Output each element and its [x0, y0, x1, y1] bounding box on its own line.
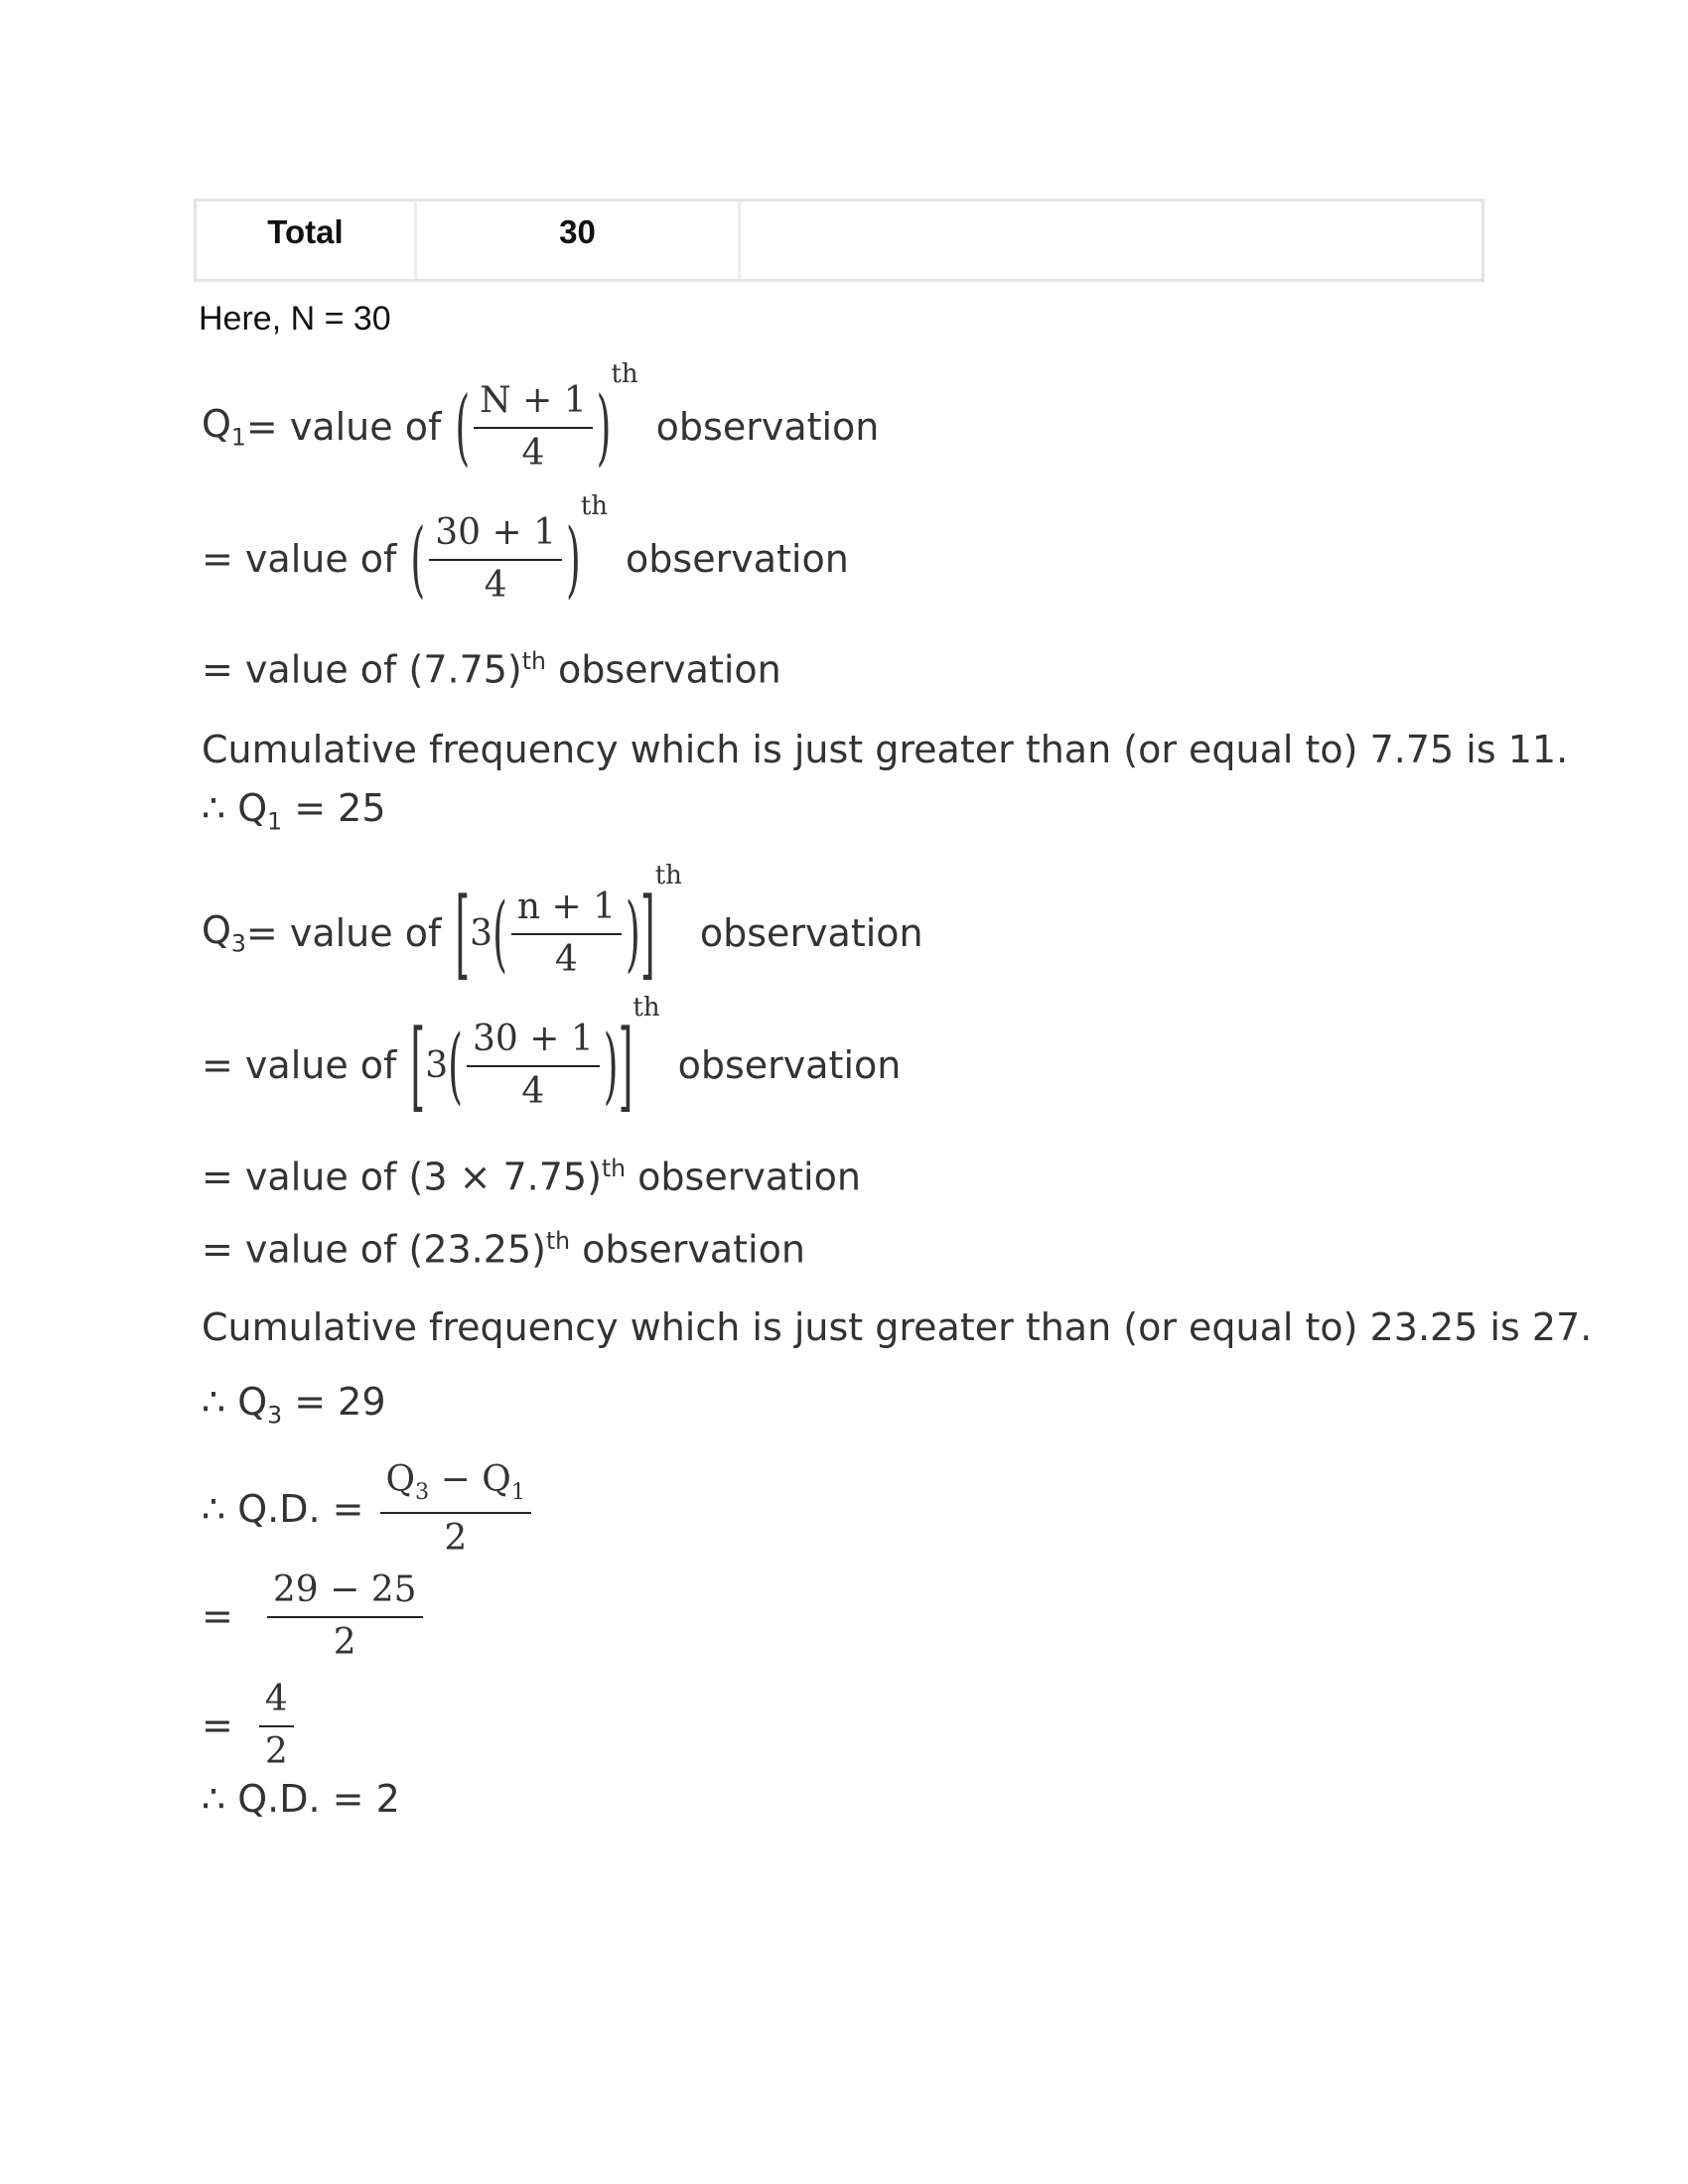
qd-step3-denominator: 2: [264, 1731, 288, 1772]
qd-fraction: [380, 1459, 532, 1558]
q3-step3-observation: observation: [626, 1155, 861, 1199]
q3-symbol: $Q_3$: [202, 908, 246, 958]
q3-observation: observation: [699, 911, 923, 955]
q1-formula: [202, 359, 880, 486]
q3-step4-text: = value of (23.25): [202, 1227, 546, 1272]
q3-numerator: n + 1: [511, 887, 622, 935]
q3-step2-denominator: 4: [521, 1071, 545, 1112]
qd-step3: [202, 1671, 298, 1780]
qd-lhs: ∴ Q.D. =: [202, 1487, 364, 1531]
close-paren: ): [626, 885, 640, 982]
q3-step2-th: th: [633, 993, 660, 1023]
qd-step3-numerator: 4: [259, 1679, 294, 1727]
qd-step3-fraction: [259, 1679, 294, 1772]
qd-step2-fraction: [267, 1570, 423, 1663]
q1-result: ∴ $Q_1 = 25$: [202, 786, 386, 836]
q3-formula: [202, 861, 923, 998]
q3-step4-th: th: [545, 1227, 571, 1255]
qd-step2-numerator: 29 − 25: [267, 1570, 423, 1618]
open-paren: (: [410, 510, 426, 608]
q1-numerator: N + 1: [474, 380, 592, 429]
q3-coefficient: 3: [470, 912, 493, 954]
close-bracket: ]: [618, 1008, 633, 1123]
qd-numerator: $Q_3 - Q_1$: [380, 1459, 532, 1513]
q3-step2: [202, 993, 902, 1130]
cumulative-frequency-note-1: Cumulative frequency which is just greater than (or equal to) 7.75 is 11.: [202, 728, 1569, 771]
q3-value-of: = value of: [245, 911, 442, 955]
total-value-cell: 30: [417, 202, 741, 279]
q1-denominator: 4: [521, 433, 545, 474]
q1-step2-fraction: [429, 512, 562, 606]
q1-step2-numerator: 30 + 1: [429, 512, 562, 561]
q1-step3: [202, 647, 781, 692]
total-row: [194, 199, 1484, 282]
qd-formula: [202, 1449, 535, 1569]
q1-step3-th: th: [521, 647, 546, 675]
q3-step2-numerator: 30 + 1: [467, 1019, 600, 1067]
open-paren: (: [492, 885, 507, 982]
close-paren: ): [603, 1017, 619, 1114]
open-paren: (: [448, 1017, 463, 1114]
empty-cell: [741, 202, 1481, 279]
q1-step3-observation: observation: [545, 647, 781, 692]
q3-fraction: [511, 887, 622, 980]
cumulative-frequency-note-2: Cumulative frequency which is just greater than (or equal to) 23.25 is 27.: [202, 1305, 1593, 1349]
q1-value-of: = value of: [245, 405, 442, 449]
total-label-cell: Total: [197, 202, 417, 279]
q3-result: ∴ $Q_3 = 29$: [202, 1380, 386, 1430]
q3-step2-coefficient: 3: [425, 1044, 449, 1086]
q1-symbol: $Q_1$: [202, 402, 246, 452]
q3-step2-fraction: [467, 1019, 600, 1112]
q3-step4-observation: observation: [570, 1227, 805, 1272]
q1-fraction: [474, 380, 592, 474]
q1-step2-denominator: 4: [484, 565, 507, 606]
close-bracket: ]: [639, 876, 655, 991]
q1-step3-text: = value of (7.75): [202, 647, 522, 692]
qd-step3-eq: =: [202, 1704, 233, 1747]
qd-step2-denominator: 2: [333, 1622, 356, 1663]
qd-result: ∴ Q.D. = 2: [202, 1777, 400, 1821]
qd-step2-eq: =: [202, 1594, 233, 1638]
q1-observation: observation: [655, 405, 880, 449]
qd-denominator: 2: [444, 1517, 468, 1559]
open-paren: (: [455, 378, 471, 476]
q3-step3-text: = value of (3 × 7.75): [202, 1155, 602, 1199]
here-line: Here, N = 30: [199, 300, 391, 338]
q1-step2-th: th: [580, 491, 609, 521]
q3-step3-th: th: [601, 1155, 627, 1182]
q3-step2-value-of: = value of: [202, 1043, 397, 1087]
close-paren: ): [566, 510, 581, 608]
q3-step4: [202, 1227, 805, 1272]
q3-step3: [202, 1155, 861, 1199]
q3-th: th: [654, 861, 682, 890]
open-bracket: [: [455, 876, 471, 991]
close-paren: ): [596, 378, 612, 476]
q3-step2-observation: observation: [677, 1043, 902, 1087]
q3-denominator: 4: [555, 939, 578, 980]
qd-step2: [202, 1562, 427, 1671]
q1-step2: [202, 491, 849, 618]
open-bracket: [: [410, 1008, 426, 1123]
q1-th: th: [611, 359, 638, 389]
q1-step2-observation: observation: [626, 537, 849, 581]
q1-step2-value-of: = value of: [202, 537, 397, 581]
